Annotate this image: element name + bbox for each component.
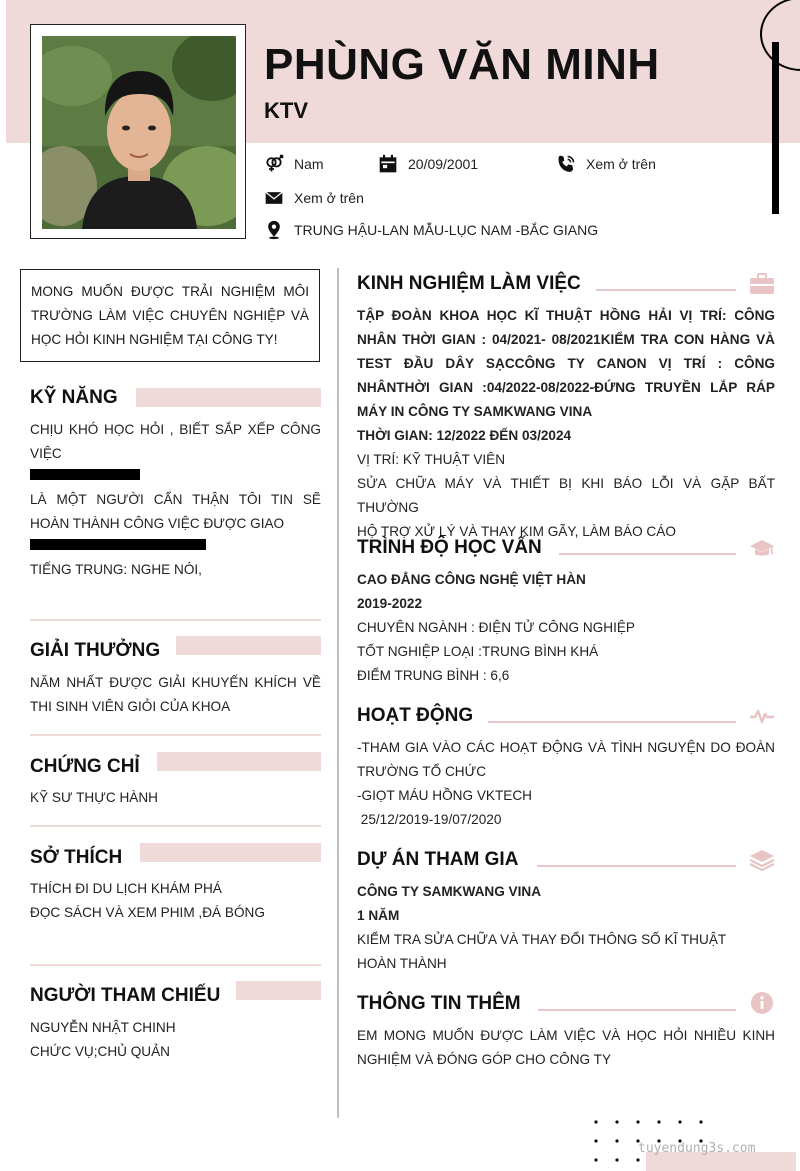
awards-title: GIẢI THƯỞNG <box>30 640 161 661</box>
experience-position: VỊ TRÍ: KỸ THUẬT VIÊN <box>357 452 506 467</box>
education-gpa: ĐIỂM TRUNG BÌNH : 6,6 <box>357 668 510 683</box>
skills-title: KỸ NĂNG <box>30 387 118 408</box>
graduation-cap-icon <box>749 536 775 560</box>
job-title: KTV <box>264 98 308 123</box>
avatar <box>42 36 236 229</box>
certificates-title: CHỨNG CHỈ <box>30 756 140 777</box>
address-info <box>264 220 598 240</box>
education-title-line <box>559 553 736 555</box>
experience-history: TẬP ĐOÀN KHOA HỌC KĨ THUẬT HỒNG HẢI VỊ TRÍ: CÔNG NHÂN THỜI GIAN : 04/2021- 08/2021KIỂM TRA CON HÀNG VÀ TEST ĐẦU DÂY SẠCCÔNG TY CANON VỊ TRÍ : CÔNG NHÂNTHỜI GIAN :04/2022-08/2022-ĐỨNG TRUYỀN LẮP RÁP MÁY IN CÔNG TY SAMKWANG VINA <box>357 308 775 419</box>
email-value: Xem ở trên <box>294 190 364 206</box>
project-description-1: KIỂM TRA SỬA CHỮA VÀ THAY ĐỔI THÔNG SỐ KĨ THUẬT <box>357 932 727 947</box>
briefcase-icon <box>749 272 775 296</box>
experience-duty-2: HỘ TRỢ XỬ LÝ VÀ THAY KIM GÃY, LÀM BÁO CÁO <box>357 524 676 539</box>
career-objective: MONG MUỐN ĐƯỢC TRẢI NGHIỆM MÔI TRƯỜNG LÀM VIỆC CHUYÊN NGHIỆP VÀ HỌC HỎI KINH NGHIỆM TẠI CÔNG TY! <box>20 269 320 362</box>
awards-text: NĂM NHẤT ĐƯỢC GIẢI KHUYẾN KHÍCH VỀ THI SINH VIÊN GIỎI CỦA KHOA <box>30 675 321 714</box>
hobby-item-1: THÍCH ĐI DU LỊCH KHÁM PHÁ <box>30 881 222 896</box>
references-title: NGƯỜI THAM CHIẾU <box>30 985 221 1006</box>
project-duration: 1 NĂM <box>357 908 400 923</box>
project-description-2: HOÀN THÀNH <box>357 956 447 971</box>
divider-hobbies <box>30 964 321 966</box>
full-name: PHÙNG VĂN MINH <box>264 40 660 89</box>
phone-value: Xem ở trên <box>586 156 656 172</box>
certificates-title-bar <box>157 752 321 771</box>
birthday-info <box>378 154 478 174</box>
address-value: TRUNG HẬU-LAN MẪU-LỤC NAM -BẮC GIANG <box>294 222 599 238</box>
email-info <box>264 188 364 208</box>
education-years: 2019-2022 <box>357 596 423 611</box>
divider-certificates <box>30 825 321 827</box>
awards-title-bar <box>176 636 321 655</box>
education-rank: TỐT NGHIỆP LOẠI :TRUNG BÌNH KHÁ <box>357 644 599 659</box>
reference-position: CHỨC VỤ;CHỦ QUẢN <box>30 1044 170 1059</box>
skill-item-1: CHỊU KHÓ HỌC HỎI , BIẾT SẮP XẾP CÔNG VIỆC <box>30 422 321 461</box>
divider-awards <box>30 734 321 736</box>
gender-icon <box>264 154 284 174</box>
activity-2-dates: 25/12/2019-19/07/2020 <box>357 812 502 827</box>
education-major: CHUYÊN NGÀNH : ĐIỆN TỬ CÔNG NGHIỆP <box>357 620 635 635</box>
hobbies-title: SỞ THÍCH <box>30 847 123 868</box>
certificates-text: KỸ SƯ THỰC HÀNH <box>30 790 158 805</box>
skill-level-bar-1 <box>30 469 140 480</box>
info-icon <box>749 991 775 1015</box>
column-divider <box>337 268 339 1118</box>
gender-info <box>264 154 324 174</box>
location-pin-icon <box>264 220 284 240</box>
birthday-value: 20/09/2001 <box>408 156 479 172</box>
activities-title-line <box>488 721 736 723</box>
experience-title: KINH NGHIỆM LÀM VIỆC <box>357 273 581 294</box>
projects-title: DỰ ÁN THAM GIA <box>357 849 519 870</box>
experience-title-line <box>596 289 736 291</box>
skill-item-2: LÀ MỘT NGƯỜI CẨN THẬN TÔI TIN SẼ HOÀN THÀNH CÔNG VIỆC ĐƯỢC GIAO <box>30 492 321 531</box>
additional-info-title: THÔNG TIN THÊM <box>357 993 521 1014</box>
hobby-item-2: ĐỌC SÁCH VÀ XEM PHIM ,ĐÁ BÓNG <box>30 905 265 920</box>
layers-icon <box>749 848 775 872</box>
additional-info-text: EM MONG MUỐN ĐƯỢC LÀM VIỆC VÀ HỌC HỎI NHIỀU KINH NGHIỆM VÀ ĐÓNG GÓP CHO CÔNG TY <box>357 1028 775 1067</box>
experience-duty-1: SỬA CHỮA MÁY VÀ THIẾT BỊ KHI BÁO LỖI VÀ GẶP BẤT THƯỜNG <box>357 476 775 515</box>
activity-1: -THAM GIA VÀO CÁC HOẠT ĐỘNG VÀ TÌNH NGUYỆN DO ĐOÀN TRƯỜNG TỔ CHỨC <box>357 740 775 779</box>
skill-level-bar-2 <box>30 539 206 550</box>
pulse-icon <box>749 704 775 728</box>
phone-icon <box>556 154 576 174</box>
experience-details <box>357 304 775 544</box>
calendar-icon <box>378 154 398 174</box>
hobbies-title-bar <box>140 843 321 862</box>
education-details <box>357 568 775 688</box>
activity-2: -GIỌT MÁU HỒNG VKTECH <box>357 788 532 803</box>
phone-info <box>556 154 656 174</box>
references-title-bar <box>236 981 321 1000</box>
envelope-icon <box>264 188 284 208</box>
project-company: CÔNG TY SAMKWANG VINA <box>357 884 542 899</box>
education-school: CAO ĐẲNG CÔNG NGHỆ VIỆT HÀN <box>357 572 586 587</box>
additional-info-title-line <box>538 1009 736 1011</box>
experience-time: THỜI GIAN: 12/2022 ĐẾN 03/2024 <box>357 428 572 443</box>
decorative-vertical-bar <box>772 42 779 214</box>
skill-item-3: TIẾNG TRUNG: NGHE NÓI, <box>30 562 202 577</box>
activities-details <box>357 736 775 832</box>
activities-title: HOẠT ĐỘNG <box>357 705 474 726</box>
reference-name: NGUYỄN NHẬT CHINH <box>30 1020 176 1035</box>
watermark: tuyendung3s.com <box>638 1141 756 1156</box>
education-title: TRÌNH ĐỘ HỌC VẤN <box>357 537 542 558</box>
projects-title-line <box>537 865 736 867</box>
projects-details <box>357 880 775 976</box>
gender-value: Nam <box>294 156 324 172</box>
divider-skills <box>30 619 321 621</box>
skills-title-bar <box>136 388 321 407</box>
